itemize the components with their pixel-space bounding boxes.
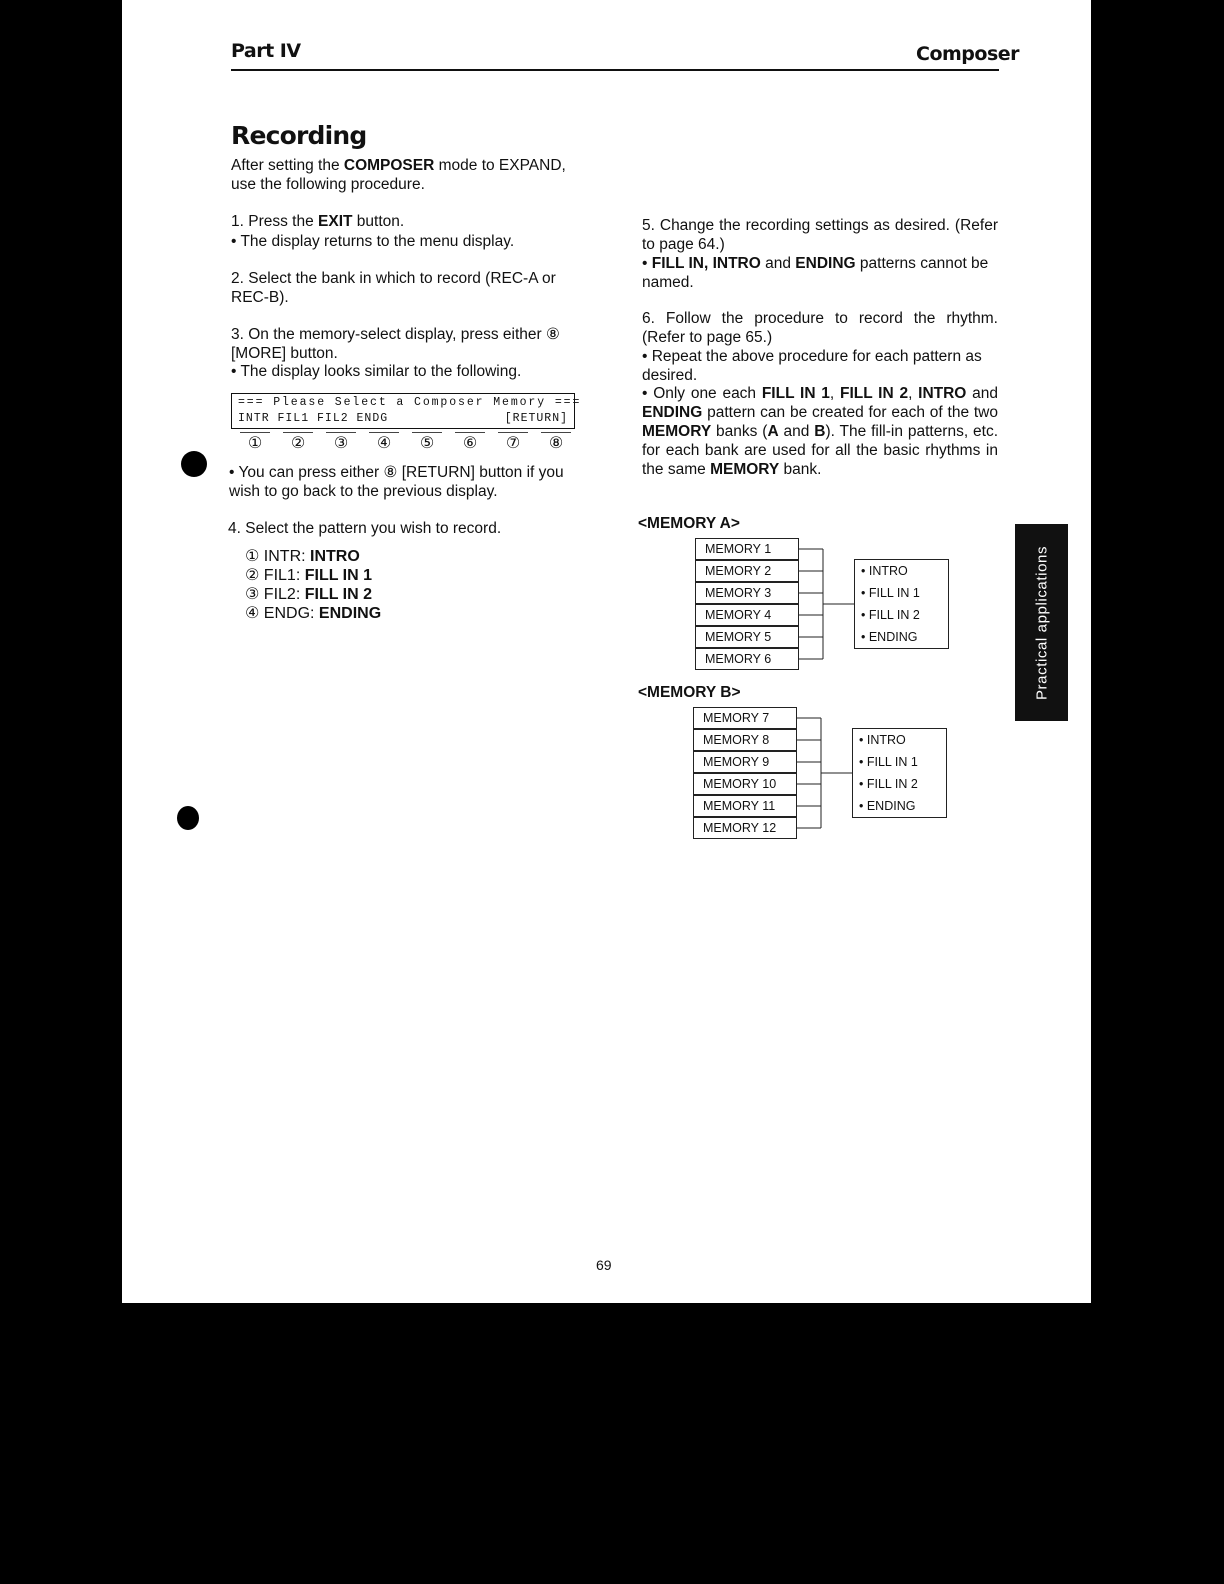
header-rule: [231, 69, 999, 71]
pattern-ending: • ENDING: [861, 630, 918, 644]
memory-a-label: <MEMORY A>: [638, 515, 740, 532]
memory-b-box-11: MEMORY 11: [693, 795, 797, 817]
step-4: 4. Select the pattern you wish to record.: [228, 520, 502, 537]
punch-hole: [177, 806, 199, 830]
section-title: Recording: [231, 121, 367, 150]
memory-a-box-4: MEMORY 4: [695, 604, 799, 626]
pattern-fill-in-2: • FILL IN 2: [859, 777, 918, 791]
lcd-line-2-right: [RETURN]: [504, 412, 568, 425]
pattern-item: ① INTR: INTRO: [245, 548, 360, 565]
step-2: 2. Select the bank in which to record (REC-A or REC-B).: [231, 270, 556, 306]
memory-b-box-9: MEMORY 9: [693, 751, 797, 773]
side-tab-label: Practical applications: [1033, 545, 1050, 700]
header-section: Composer: [916, 43, 1020, 65]
pattern-ending: • ENDING: [859, 799, 916, 813]
step-5: 5. Change the recording settings as desired. (Refer to page 64.): [642, 217, 998, 253]
memory-a-box-2: MEMORY 2: [695, 560, 799, 582]
pattern-item: ④ ENDG: ENDING: [245, 605, 382, 622]
button-number-4: ④: [376, 435, 392, 452]
button-number-7: ⑦: [505, 435, 521, 452]
pattern-fill-in-2: • FILL IN 2: [861, 608, 920, 622]
pattern-intro: • INTRO: [861, 564, 908, 578]
step-3: 3. On the memory-select display, press either ⑧ [MORE] button.: [231, 326, 560, 362]
scan-border-bottom: [0, 1303, 1224, 1584]
step-5-bullet: • FILL IN, INTRO and ENDING patterns cannot be named.: [642, 255, 989, 291]
memory-b-connectors: [796, 707, 856, 839]
step-6-bullet-2: • Only one each FILL IN 1, FILL IN 2, INTRO and ENDING pattern can be created for each of the two MEMORY banks (A and B). The fill-in patterns, etc. for each bank are used for all the basic rhythms in the same MEMORY bank.: [642, 385, 998, 478]
memory-a-box-6: MEMORY 6: [695, 648, 799, 670]
memory-b-label: <MEMORY B>: [638, 684, 741, 701]
step-3-bullet: • The display looks similar to the following.: [231, 363, 522, 380]
step-1: 1. Press the EXIT button.: [231, 213, 405, 230]
pattern-item: ③ FIL2: FILL IN 2: [245, 586, 372, 603]
lcd-line-1: === Please Select a Composer Memory ===: [238, 396, 582, 409]
button-number-3: ③: [333, 435, 349, 452]
memory-a-box-5: MEMORY 5: [695, 626, 799, 648]
memory-b-box-8: MEMORY 8: [693, 729, 797, 751]
button-number-2: ②: [290, 435, 306, 452]
button-number-6: ⑥: [462, 435, 478, 452]
side-tab: [1015, 524, 1068, 721]
page-number: 69: [596, 1257, 612, 1273]
pattern-fill-in-1: • FILL IN 1: [859, 755, 918, 769]
pattern-intro: • INTRO: [859, 733, 906, 747]
punch-hole: [181, 451, 207, 477]
memory-a-connectors: [798, 538, 858, 670]
pattern-item: ② FIL1: FILL IN 1: [245, 567, 372, 584]
step-3-bullet-2: • You can press either ⑧ [RETURN] button if you wish to go back to the previous display.: [229, 464, 564, 500]
pattern-fill-in-1: • FILL IN 1: [861, 586, 920, 600]
pattern-list: [245, 547, 545, 623]
memory-b-box-12: MEMORY 12: [693, 817, 797, 839]
memory-a-box-3: MEMORY 3: [695, 582, 799, 604]
lcd-display: [231, 393, 582, 429]
memory-a-box-1: MEMORY 1: [695, 538, 799, 560]
memory-b-box-7: MEMORY 7: [693, 707, 797, 729]
manual-page: [122, 0, 1091, 1303]
step-6-bullet-1: • Repeat the above procedure for each pattern as desired.: [642, 348, 982, 384]
step-1-bullet: • The display returns to the menu display.: [231, 233, 515, 250]
button-number-5: ⑤: [419, 435, 435, 452]
step-6: 6. Follow the procedure to record the rhythm. (Refer to page 65.): [642, 310, 998, 346]
intro-paragraph: After setting the COMPOSER mode to EXPAND, use the following procedure.: [231, 157, 566, 193]
memory-b-box-10: MEMORY 10: [693, 773, 797, 795]
button-number-8: ⑧: [548, 435, 564, 452]
memory-b-patterns: [852, 728, 947, 818]
memory-a-patterns: [854, 559, 949, 649]
button-number-1: ①: [247, 435, 263, 452]
lcd-line-2-left: INTR FIL1 FIL2 ENDG: [238, 412, 389, 425]
header-part: Part IV: [231, 40, 301, 62]
